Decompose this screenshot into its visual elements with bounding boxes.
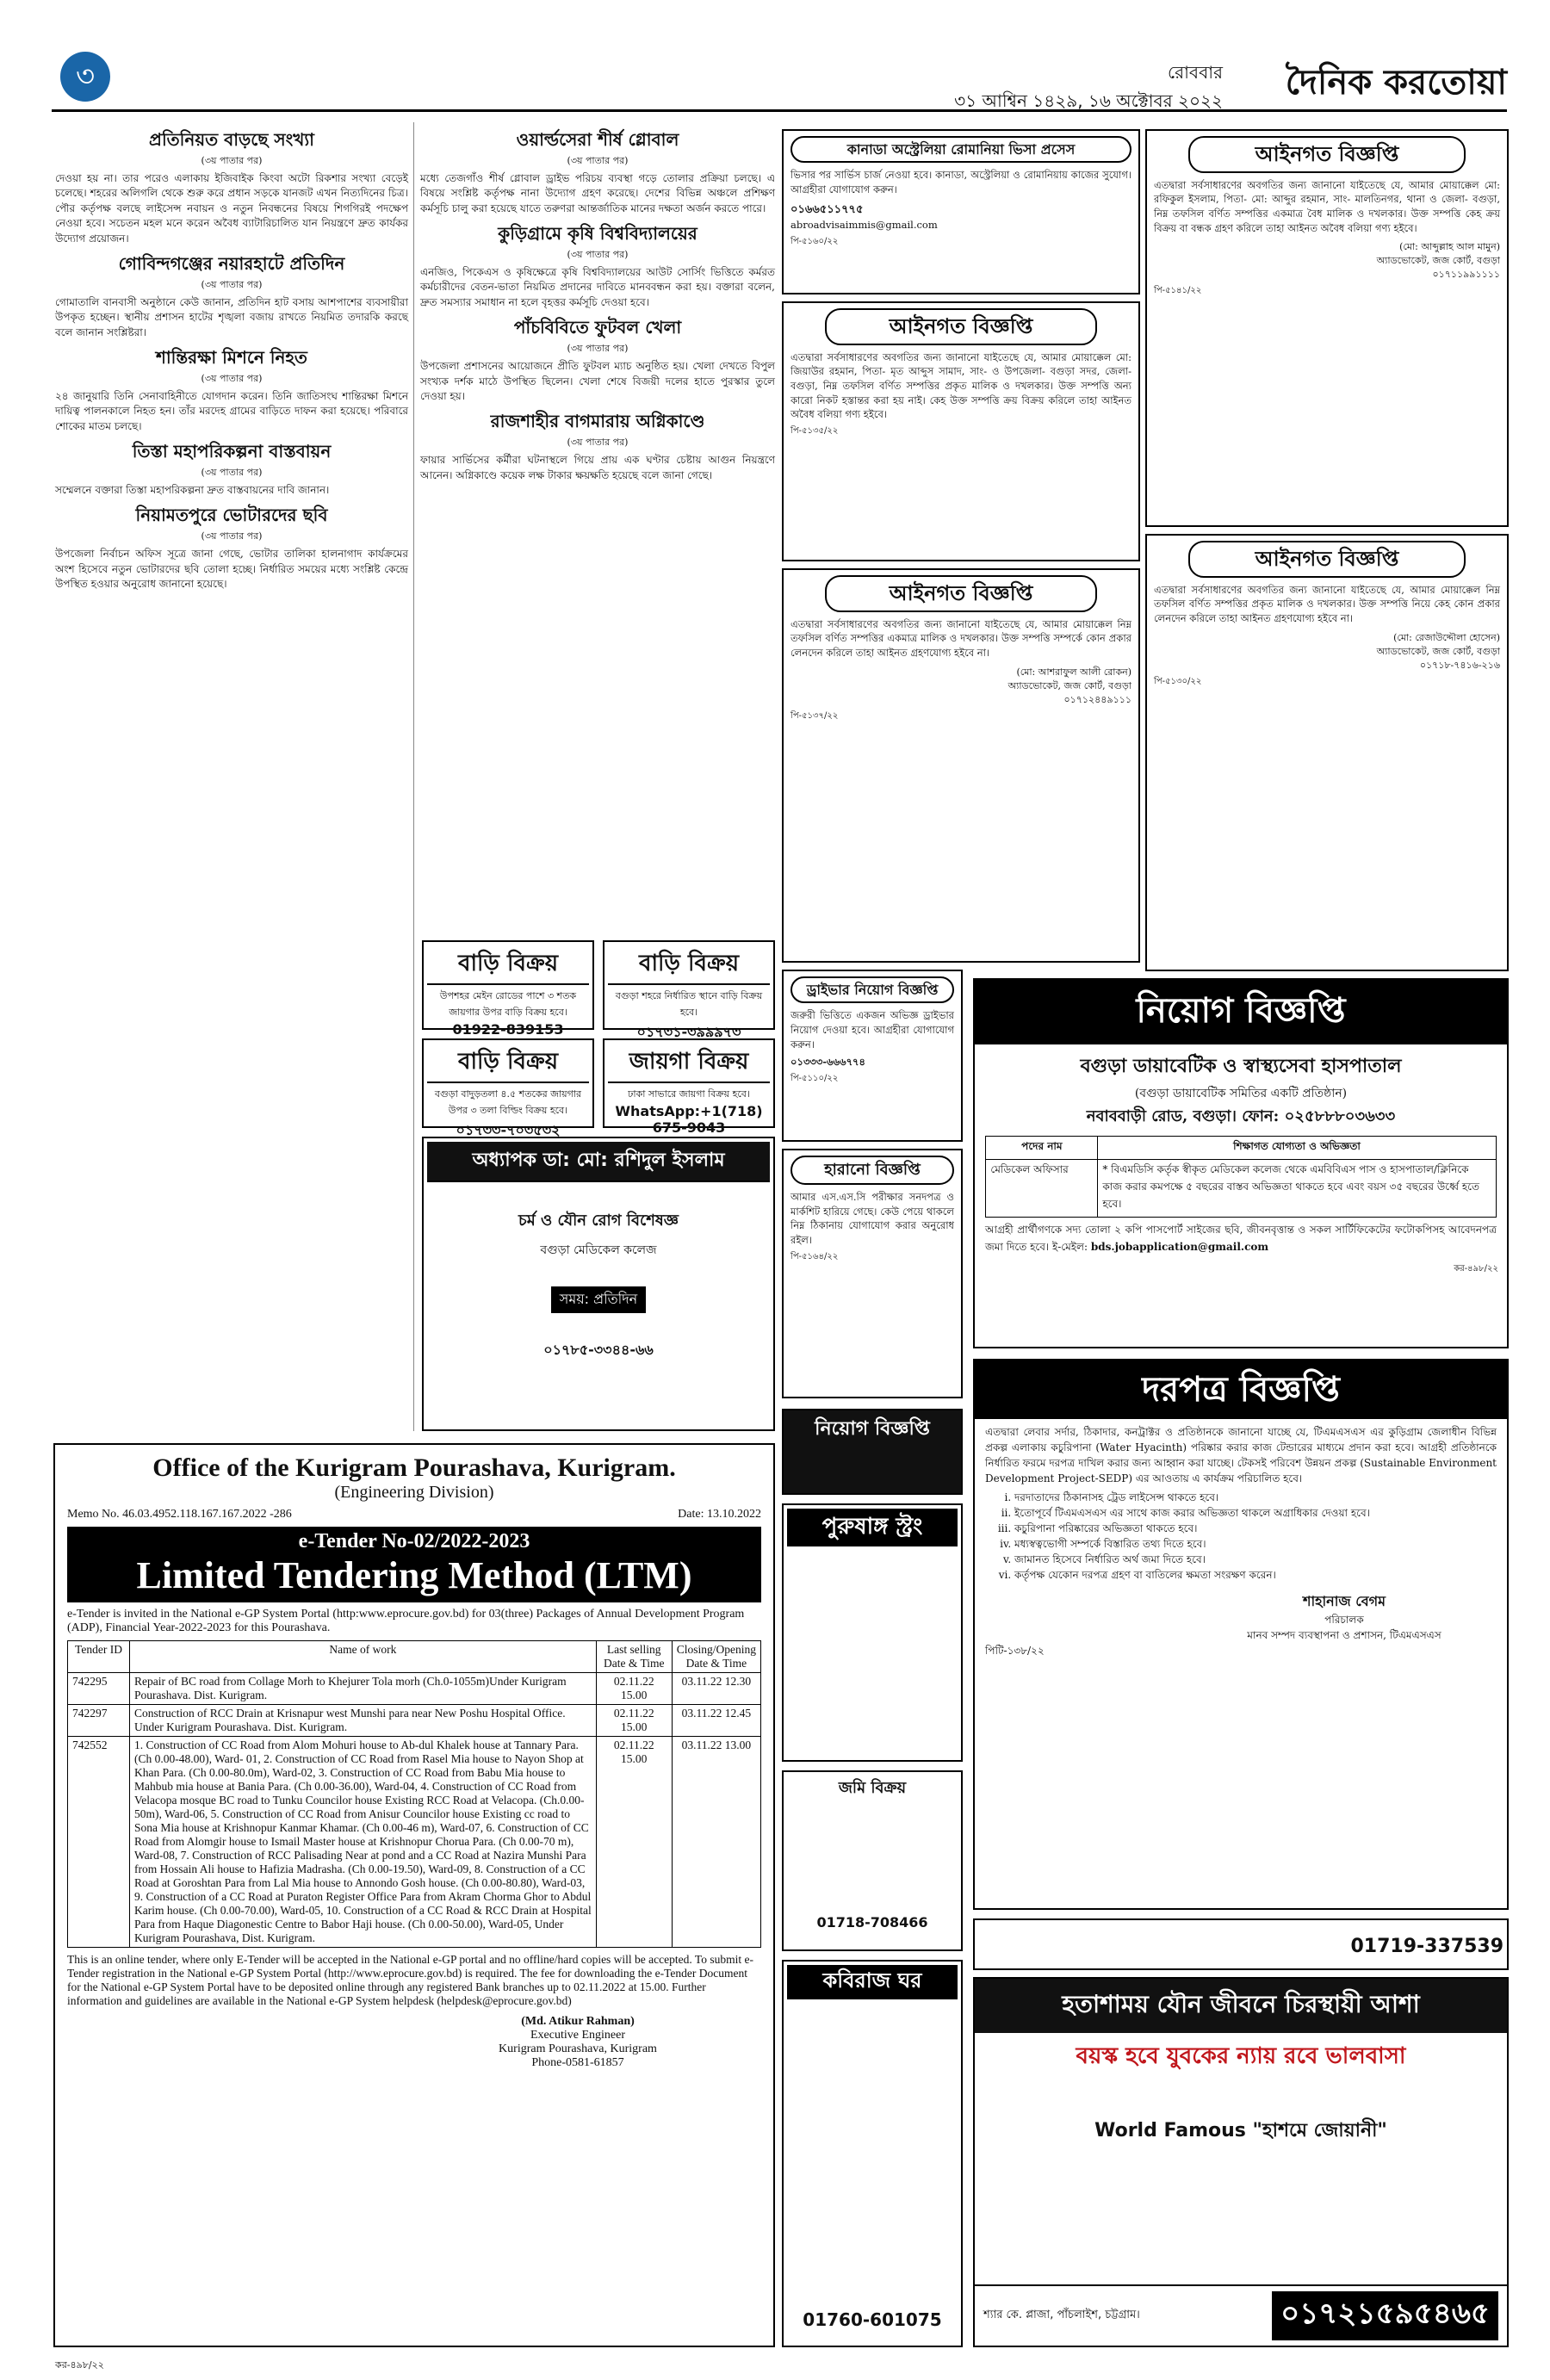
- article-title: গোবিন্দগঞ্জের নয়ারহাটে প্রতিদিন: [118, 252, 345, 274]
- work-name: 1. Construction of CC Road from Alom Mohuri house to Ab-dul Khalek house at Tannary Para. (Ch 0.00-48.00), Ward- 01, 2. Construction of CC Road from Rasel Mia house to Nayon Shop at Khan Para. (Ch 0.00-80.0m), Ward-02, 3. Construction of CC Road from Babu Mia house to Mahbub mia house at Bania Para. (Ch 0.00-36.00), Ward-04, 4. Construction of CC Road from Velacopa mosque BC road to Tunku Councilor house Existing RCC Road at Velacopa. (Ch.0.00-50m), Ward-06, 5. Construction of CC Road from Anisur Councilor house Existing cc road to Sona Mia house at Krishnopur Kanmar Khamar. (Ch 0.00-46 m), Ward-07, 6. Construction of CC Road from Alomgir house to Ismail Master house at Krishnopur Chorua Para. (Ch 0.00-70 m), Ward-08, 7. Construction of RCC Palisading Near at pond and a CC Road at Nazira Munshi Para from Hossain Ali house to Hafizia Madrasha. (Ch 0.00-19.50), Ward-09, 8. Construction of a CC Road at Goroshtan Para from Lal Mia house to Annondo Gosh house. (Ch 0.00-80.80), Ward-03, 9. Construction of a CC Road at Puraton Register Office Para from Akram Chorma Ghor to Abdul Karim house. (Ch 0.00-70.00), Ward-05, 10. Construction of a CC Road & RCC Drain at Hospital Para from Haque Diagonestic Centre to Babor Haji house. (Ch 0.00-50.00), Ward-05, Under Kurigram Pourashava, Dist. Kurigram.: [130, 1737, 597, 1948]
- ad-phone: ০১৩৩৩-৬৬৬৭৭৪: [790, 1056, 865, 1069]
- last-selling: 02.11.22 15.00: [596, 1673, 672, 1705]
- tender-division: (Engineering Division): [334, 1483, 494, 1502]
- medical-ad: [973, 1918, 1509, 1970]
- article-continuation: (৩য় পাতার পর): [567, 437, 629, 449]
- article-continuation: (৩য় পাতার পর): [201, 278, 263, 290]
- memo-number: Memo No. 46.03.4952.118.167.167.2022 -286: [67, 1508, 292, 1521]
- tender-ref: কর-৪৯৮/২২: [55, 2359, 104, 2371]
- tender-number: e-Tender No-02/2022-2023: [67, 1527, 761, 1553]
- memo-date: Date: 13.10.2022: [678, 1508, 761, 1521]
- notice-ref: পি-৫১৩০/২২: [1154, 676, 1202, 686]
- list-item: iv. মধ্যস্বত্বভোগী সম্পর্কে বিস্তারিত তথ্য দিতে হবে।: [1014, 1536, 1497, 1552]
- article-continuation: (৩য় পাতার পর): [201, 155, 263, 166]
- article-title: পাঁচবিবিতে ফুটবল খেলা: [513, 317, 682, 338]
- doctor-name: অধ্যাপক ডা: মো: রশিদুল ইসলাম: [427, 1142, 770, 1182]
- ad-text: ঢাকা সাভারে জায়গা বিক্রয় হবে।: [628, 1088, 750, 1100]
- ad-phone: ০১৭২১৫৯৫৪৬৫: [1272, 2291, 1498, 2340]
- ad-title: কানাডা অস্ট্রেলিয়া রোমানিয়া ভিসা প্রসেস: [790, 136, 1132, 163]
- news-column-1: [55, 122, 408, 1069]
- lost-notice: [782, 1149, 963, 1398]
- hospital-address: নবাববাড়ী রোড, বগুড়া। ফোন: ০২৫৮৮৮০৩৬৩৩: [1086, 1107, 1396, 1125]
- ad-text: বগুড়া বাদুড়তলা ৪.৫ শতকের জায়গার উপর ৩ তলা বিল্ডিং বিক্রয় হবে।: [434, 1088, 582, 1116]
- article-body: সম্মেলনে বক্তারা তিস্তা মহাপরিকল্পনা দ্রুত বাস্তবায়নের দাবি জানান।: [55, 484, 330, 497]
- lawyer-name: (মো: আব্দুল্লাহ আল মামুন): [1399, 241, 1500, 253]
- table-header-row: [68, 1641, 761, 1673]
- doctor-ad: [422, 1137, 775, 1431]
- lawyer-name: (মো: রেজাউদ্দৌলা হোসেন): [1393, 631, 1500, 643]
- lawyer-title: অ্যাডভোকেট, জজ কোর্ট, বগুড়া: [1008, 679, 1132, 691]
- tender-id: 742297: [68, 1705, 130, 1737]
- article-continuation: (৩য় পাতার পর): [201, 467, 263, 479]
- land-sale-ad: [603, 1038, 775, 1136]
- closing-opening: 03.11.22 12.45: [672, 1705, 760, 1737]
- ad-phone: ০১৭৩৩-৭০৩৫৩২: [456, 1122, 561, 1138]
- article-body: মধ্যে তেজগাঁও শীর্ষ গ্লোবাল ড্রাইভ পরিচয় ব্যবস্থা গড়ে তোলার প্রক্রিয়া চলছে। এ বিষয়ে সংশ্লিষ্ট কর্তৃপক্ষ নানা উদ্যোগ গ্রহণ করেছে। দেশের বিভিন্ন অঞ্চলে প্রশিক্ষণ কর্মসূচি চালু করা হয়েছে যাতে তরুণরা আন্তর্জাতিক মানের দক্ষতা অর্জন করতে পারে।: [420, 171, 775, 214]
- ad-text: উপশহর মেইন রোডের পাশে ৩ শতক জায়গার উপর বাড়ি বিক্রয় হবে।: [439, 990, 577, 1018]
- e-tender-notice: [53, 1443, 775, 2347]
- ad-body: জরুরী ভিত্তিতে একজন অভিজ্ঞ ড্রাইভার নিয়োগ দেওয়া হবে। আগ্রহীরা যোগাযোগ করুন।: [790, 1009, 954, 1051]
- notice-title: দরপত্র বিজ্ঞপ্তি: [975, 1360, 1507, 1419]
- ad-title: ড্রাইভার নিয়োগ বিজ্ঞপ্তি: [790, 976, 954, 1003]
- notice-title: আইনগত বিজ্ঞপ্তি: [825, 575, 1098, 612]
- tender-footer: This is an online tender, where only E-Tender will be accepted in the National e-GP portal and no offline/hard copies will be accepted. To submit e-Tender registration in the National e-GP System Portal (http://www.eprocure.gov.bd) is required. The fee for downloading the e-Tender Document for the National e-GP System Portal have to be deposited online through any registered Bank branches up to 02.11.2022 at 15.00. Further information and guidelines are available in the National e-GP System helpdesk (helpdesk@eprocure.gov.bd): [67, 1953, 753, 2007]
- big-health-ad: [973, 1977, 1509, 2347]
- post-table: [985, 1136, 1496, 1218]
- article-continuation: (৩য় পাতার পর): [201, 373, 263, 384]
- tender-id: 742295: [68, 1673, 130, 1705]
- article-continuation: (৩য় পাতার পর): [567, 249, 629, 261]
- column-header: Tender ID: [68, 1641, 130, 1673]
- article-body: উপজেলা নির্বাচন অফিস সূত্রে জানা গেছে, ভোটার তালিকা হালনাগাদ কার্যক্রমের অংশ হিসেবে নতুন ভোটারদের ছবি তোলা হচ্ছে। নির্ধারিত সময়ের মধ্যে সংশ্লিষ্ট কেন্দ্রে উপস্থিত হওয়ার অনুরোধ জানানো হয়েছে।: [55, 548, 408, 591]
- driver-recruitment-ad: [782, 970, 963, 1142]
- notice-title: আইনগত বিজ্ঞপ্তি: [825, 308, 1098, 345]
- lawyer-phone: ০১৭১৮-৭৪১৬-২১৬: [1419, 659, 1500, 671]
- column-header: Name of work: [130, 1641, 597, 1673]
- article-continuation: (৩য় পাতার পর): [567, 155, 629, 166]
- application-instructions: আগ্রহী প্রার্থীগণকে সদ্য তোলা ২ কপি পাসপোর্ট সাইজের ছবি, জীবনবৃত্তান্ত ও সকল সার্টিফিকেটের ফটোকপিসহ আবেদনপত্র জমা দিতে হবে। ই-মেইল:: [985, 1224, 1497, 1253]
- work-name: Construction of RCC Drain at Krisnapur west Munshi para near New Poshu Hospital Office. Under Kurigram Pourashava. Dist. Kurigram.: [130, 1705, 597, 1737]
- doctor-schedule: সময়: প্রতিদিন: [551, 1286, 646, 1313]
- ad-title: পুরুষাঙ্গ স্ট্রং: [787, 1509, 958, 1546]
- notice-title: হারানো বিজ্ঞপ্তি: [790, 1156, 954, 1185]
- notice-ref: পি-৫১৩৭/২২: [790, 710, 839, 721]
- house-sale-ad: [422, 940, 594, 1038]
- closing-opening: 03.11.22 12.30: [672, 1673, 760, 1705]
- notice-ref: পি-৫১৪১/২২: [1154, 286, 1202, 296]
- legal-notice: [782, 301, 1140, 561]
- lawyer-phone: ০১৭১১৯৯১১১১: [1432, 269, 1500, 281]
- ad-address: শ্যার কে. প্লাজা, পাঁচলাইশ, চট্টগ্রাম।: [983, 2309, 1140, 2321]
- ad-ref: পি-৫১৬০/২২: [790, 237, 839, 247]
- column-header: Closing/Opening Date & Time: [672, 1641, 760, 1673]
- legal-notice: [782, 568, 1140, 963]
- strength-ad: [782, 1503, 963, 1762]
- ad-email: abroadvisaimmis@gmail.com: [790, 219, 938, 232]
- tender-id: 742552: [68, 1737, 130, 1948]
- recruitment-ad-small: [782, 1409, 963, 1495]
- last-selling: 02.11.22 15.00: [596, 1737, 672, 1948]
- list-item: ii. ইতোপূর্বে টিএমএসএস এর সাথে কাজ করার অভিজ্ঞতা থাকলে অগ্রাধিকার দেওয়া হবে।: [1014, 1505, 1497, 1521]
- column-header: পদের নাম: [986, 1137, 1098, 1160]
- legal-notice: [1145, 534, 1509, 971]
- ad-brand: World Famous "হাশমে জোয়ানী": [1094, 2120, 1387, 2141]
- table-row: [68, 1673, 761, 1705]
- ad-phone: 01719-337539: [1350, 1936, 1504, 1957]
- signer-phone: Phone-0581-61857: [531, 2056, 624, 2069]
- article-body: গোমাতালি বানবাসী অনুষ্ঠানে কেউ জানান, প্রতিদিন হাট বসায় আশপাশের ব্যবসায়ীরা উপকৃত হচ্ছেন। স্থানীয় প্রশাসন হাটের শৃঙ্খলা বজায় রাখতে নিয়মিত তদারকি করছে বলে জানান সংশ্লিষ্টরা।: [55, 295, 408, 338]
- ad-title: বাড়ি বিক্রয়: [427, 1044, 589, 1083]
- article-title: কুড়িগ্রামে কৃষি বিশ্ববিদ্যালয়ের: [498, 223, 698, 245]
- notice-ref: পি-৫১৩৫/২২: [790, 426, 839, 437]
- ad-phone: 01718-708466: [816, 1914, 928, 1931]
- hospital-name: বগুড়া ডায়াবেটিক ও স্বাস্থ্যসেবা হাসপাতাল: [1080, 1056, 1402, 1077]
- list-item: v. জামানত হিসেবে নির্ধারিত অর্থ জমা দিতে হবে।: [1014, 1552, 1497, 1567]
- ad-body: ভিসার পর সার্ভিস চার্জ নেওয়া হবে। কানাডা, অস্ট্রেলিয়া ও রোমানিয়ায় কাজের সুযোগ। আগ্রহীরা যোগাযোগ করুন।: [790, 169, 1132, 195]
- list-item: iii. কচুরিপানা পরিষ্কারের অভিজ্ঞতা থাকতে হবে।: [1014, 1521, 1497, 1536]
- tender-notice-tmss: [973, 1359, 1509, 1910]
- issue-date: [954, 60, 1223, 117]
- ad-phone: ০১৭৩১-৩৯৯৯৭৩: [636, 1024, 741, 1040]
- list-item: vi. কর্তৃপক্ষ যেকোন দরপত্র গ্রহণ বা বাতিলের ক্ষমতা সংরক্ষণ করেন।: [1014, 1567, 1497, 1583]
- application-email: bds.jobapplication@gmail.com: [1090, 1241, 1269, 1253]
- notice-title: আইনগত বিজ্ঞপ্তি: [1188, 136, 1466, 173]
- land-sale-ad-small: [782, 1770, 963, 1951]
- notice-body: এতদ্বারা সর্বসাধারণের অবগতির জন্য জানানো যাইতেছে যে, আমার মোয়াক্কেল মো: রফিকুল ইসলাম, পিতা- মো: আব্দুর রহমান, সাং- মালতিনগর, থানা ও জেলা- বগুড়া, নিম্ন তফসিল বর্ণিত সম্পত্তির একমাত্র বৈধ মালিক ও দখলকার। উক্ত সম্পত্তি কেহ ক্রয় বিক্রয় বা বন্ধক গ্রহণ করিলে তাহা আইনত অবৈধ বলিয়া গণ্য হইবে।: [1154, 178, 1500, 234]
- work-name: Repair of BC road from Collage Morh to Khejurer Tola morh (Ch.0-1055m)Under Kurigram Pourashava. Dist. Kurigram.: [130, 1673, 597, 1705]
- last-selling: 02.11.22 15.00: [596, 1705, 672, 1737]
- kobiraj-ad: [782, 1960, 963, 2347]
- news-column-2: [420, 122, 775, 983]
- article-body: ফায়ার সার্ভিসের কর্মীরা ঘটনাস্থলে গিয়ে প্রায় এক ঘণ্টার চেষ্টায় আগুন নিয়ন্ত্রণে আনেন। অগ্নিকাণ্ডে কয়েক লক্ষ টাকার ক্ষয়ক্ষতি হয়েছে বলে জানা গেছে।: [420, 454, 775, 481]
- lawyer-name: (মো: আশরাফুল আলী রোকন): [1016, 666, 1132, 678]
- house-sale-ad: [603, 940, 775, 1040]
- column-header: শিক্ষাগত যোগ্যতা ও অভিজ্ঞতা: [1098, 1137, 1496, 1160]
- list-item: i. দরদাতাদের ঠিকানাসহ ট্রেড লাইসেন্স থাকতে হবে।: [1014, 1490, 1497, 1505]
- table-row: [986, 1160, 1496, 1218]
- signer-office: Kurigram Pourashava, Kurigram: [499, 2042, 657, 2055]
- ad-title: জায়গা বিক্রয়: [608, 1044, 770, 1083]
- signer-name: শাহানাজ বেগম: [1303, 1593, 1386, 1609]
- signer-office: মানব সম্পদ ব্যবস্থাপনা ও প্রশাসন, টিএমএসএস: [1247, 1629, 1442, 1641]
- tender-memo-row: [67, 1508, 761, 1522]
- notice-body: এতদ্বারা সর্বসাধারণের অবগতির জন্য জানানো যাইতেছে যে, আমার মোয়াক্কেল মো: জিয়াউর রহমান, পিতা- মৃত আব্দুস সামাদ, সাং- ও উপজেলা- বগুড়া সদর, জেলা- বগুড়া, নিম্ন তফসিল বর্ণিত সম্পত্তির প্রকৃত মালিক ও দখলকার। উক্ত সম্পত্তি অন্য কারো নিকট হস্তান্তর করা হয় নাই। কেহ উক্ত সম্পত্তি ক্রয় বিক্রয় করিলে তাহা আইনত অবৈধ বলিয়া গণ্য হইবে।: [790, 350, 1132, 421]
- article-continuation: (৩য় পাতার পর): [201, 530, 263, 542]
- tender-table: [67, 1640, 761, 1948]
- ad-title: বাড়ি বিক্রয়: [427, 945, 589, 985]
- lawyer-phone: ০১৭১২৪৪৯১১১: [1063, 693, 1132, 705]
- notice-body: এতদ্বারা সর্বসাধারণের অবগতির জন্য জানানো যাইতেছে যে, আমার মোয়াক্কেল নিম্ন তফসিল বর্ণিত সম্পত্তির প্রকৃত মালিক ও দখলকার। উক্ত সম্পত্তি নিয়ে কেহ কোন প্রকার লেনদেন করিলে তাহা আইনত গ্রহণযোগ্য হইবে না।: [1154, 583, 1500, 625]
- article-body: এনজিও, পিকেএস ও কৃষিক্ষেত্রে কৃষি বিশ্ববিদ্যালয়ের আউট সোর্সিং ভিত্তিতে কর্মরত কর্মচারীদের বেতন-ভাতা নিয়মিত প্রদানের দাবিতে মানববন্ধন করা হয়। বক্তারা বলেন, দ্রুত সমস্যার সমাধান না হলে বৃহত্তর কর্মসূচি দেওয়া হবে।: [420, 266, 775, 308]
- house-sale-ad: [422, 1038, 594, 1138]
- ad-phone: ০১৬৬৫১১৭৭৫: [790, 202, 864, 216]
- ad-subtitle: বয়স্ক হবে যুবকের ন্যায় রবে ভালবাসা: [1076, 2043, 1406, 2069]
- post-name: মেডিকেল অফিসার: [986, 1160, 1098, 1218]
- article-title: নিয়ামতপুরে ভোটারদের ছবি: [135, 505, 328, 526]
- tender-intro: e-Tender is invited in the National e-GP System Portal (http:www.eprocure.gov.bd) for 03(three) Packages of Annual Development Program (ADP), Financial Year-2022-2023 for this Pourashava.: [67, 1608, 745, 1634]
- doctor-affiliation: বগুড়া মেডিকেল কলেজ: [540, 1243, 657, 1257]
- visa-ad: [782, 129, 1140, 294]
- ad-phone: 01760-601075: [803, 2309, 942, 2330]
- table-row: [68, 1705, 761, 1737]
- article-title: প্রতিনিয়ত বাড়ছে সংখ্যা: [149, 129, 314, 150]
- ad-title: হতাশাময় যৌন জীবনে চিরস্থায়ী আশা: [975, 1979, 1507, 2033]
- article-body: ২৪ জানুয়ারি তিনি সেনাবাহিনীতে যোগদান করেন। তিনি জাতিসংঘ শান্তিরক্ষা মিশনে দায়িত্ব পালনকালে নিহত হন। তাঁর মরদেহ গ্রামের বাড়িতে দাফন করা হয়েছে। পরিবারে শোকের মাতম চলছে।: [55, 389, 408, 432]
- page-number-logo: ৩: [60, 52, 110, 102]
- notice-ref: পি-৫১৬৪/২২: [790, 1251, 839, 1261]
- notice-body: এতদ্বারা লেবার সর্দার, ঠিকাদার, কনট্রাক্টর ও প্রতিষ্ঠানকে জানানো যাচ্ছে যে, টিএমএসএস এর কুড়িগ্রাম জেলাধীন বিভিন্ন প্রকল্প এলাকায় কচুরিপানা (Water Hyacinth) পরিষ্কার করার কাজ টেন্ডারের মাধ্যমে প্রদান করা হবে। আগ্রহী প্রতিষ্ঠানকে নির্ধারিত ফরমে দরপত্র দাখিল করার জন্য আহ্বান করা যাচ্ছে। টেকসই পরিবেশ উন্নয়ন প্রকল্প (Sustainable Environment Development Project-SEDP) এর আওতায় এ কার্যক্রম পরিচালিত হবে।: [985, 1426, 1497, 1484]
- notice-body: এতদ্বারা সর্বসাধারণের অবগতির জন্য জানানো যাইতেছে যে, আমার মোয়াক্কেল নিম্ন তফসিল বর্ণিত সম্পত্তির একমাত্র মালিক ও দখলকার। উক্ত সম্পত্তি সম্পর্কে কোন প্রকার লেনদেন করিলে তাহা আইনত গ্রহণযোগ্য হইবে না।: [790, 617, 1132, 660]
- tender-method: Limited Tendering Method (LTM): [67, 1553, 761, 1602]
- article-title: তিস্তা মহাপরিকল্পনা বাস্তবায়ন: [132, 441, 332, 462]
- issue-day: রোববার: [1168, 62, 1223, 83]
- signer-title: Executive Engineer: [530, 2029, 625, 2042]
- article-title: শান্তিরক্ষা মিশনে নিহত: [156, 347, 307, 368]
- signer-name: (Md. Atikur Rahman): [521, 2015, 635, 2028]
- hospital-recruitment-notice: [973, 978, 1509, 1348]
- ad-title: কবিরাজ ঘর: [787, 1965, 958, 1999]
- newspaper-brand: দৈনিক করতোয়া: [1285, 63, 1507, 102]
- article-body: দেওয়া হয় না। তার পরেও এলাকায় ইজিবাইক কিংবা অটো রিকশার সংখ্যা বেড়েই চলেছে। শহরের অলিগলি থেকে শুরু করে প্রধান সড়কে যানজট এখন নিত্যদিনের চিত্র। পৌর কর্তৃপক্ষ বলছে লাইসেন্স নবায়ন ও নতুন নিবন্ধনের বিষয়ে শিগগিরই পদক্ষেপ নেওয়া হবে। সচেতন মহল মনে করেন অবৈধ ব্যাটারিচালিত যান নিয়ন্ত্রণে দ্রুত কার্যকর উদ্যোগ প্রয়োজন।: [55, 171, 408, 245]
- condition-list: [975, 1490, 1507, 1583]
- ad-phone: 01922-839153: [452, 1021, 564, 1038]
- closing-opening: 03.11.22 13.00: [672, 1737, 760, 1948]
- ad-ref: পি-৫১১০/২২: [790, 1073, 839, 1083]
- masthead: [52, 52, 1507, 112]
- table-row: [68, 1737, 761, 1948]
- tender-signature: [394, 2015, 761, 2070]
- hospital-subtitle: (বগুড়া ডায়াবেটিক সমিতির একটি প্রতিষ্ঠান): [1134, 1087, 1348, 1100]
- signer-title: পরিচালক: [1324, 1614, 1364, 1626]
- tender-office: Office of the Kurigram Pourashava, Kurigram.: [152, 1453, 676, 1482]
- notice-ref: পিটি-১৩৮/২২: [985, 1645, 1045, 1657]
- ad-title: জমি বিক্রয়: [838, 1779, 907, 1797]
- article-continuation: (৩য় পাতার পর): [567, 343, 629, 355]
- column-header: Last selling Date & Time: [596, 1641, 672, 1673]
- article-body: উপজেলা প্রশাসনের আয়োজনে প্রীতি ফুটবল ম্যাচ অনুষ্ঠিত হয়। খেলা দেখতে বিপুল সংখ্যক দর্শক মাঠে উপস্থিত ছিলেন। খেলা শেষে বিজয়ী দলের হাতে পুরস্কার তুলে দেওয়া হয়।: [420, 360, 775, 402]
- article-title: রাজশাহীর বাগমারায় অগ্নিকাণ্ডে: [490, 411, 705, 432]
- notice-title: নিয়োগ বিজ্ঞপ্তি: [975, 980, 1507, 1044]
- lawyer-title: অ্যাডভোকেট, জজ কোর্ট, বগুড়া: [1376, 255, 1500, 267]
- article-title: ওয়ার্ল্ডসেরা শীর্ষ গ্লোবাল: [516, 129, 679, 150]
- notice-body: আমার এস.এস.সি পরীক্ষার সনদপত্র ও মার্কশিট হারিয়ে গেছে। কেউ পেয়ে থাকলে নিম্ন ঠিকানায় যোগাযোগ করার অনুরোধ রইল।: [790, 1191, 954, 1247]
- issue-full-date: ৩১ আশ্বিন ১৪২৯, ১৬ অক্টোবর ২০২২: [954, 90, 1223, 111]
- post-qualification: * বিএমডিসি কর্তৃক স্বীকৃত মেডিকেল কলেজ থেকে এমবিবিএস পাস ও হাসপাতাল/ক্লিনিকে কাজ করার কমপক্ষে ৫ বছরের বাস্তব অভিজ্ঞতা থাকতে হবে এবং বয়স ৩৫ বছরের উর্ধ্বে হতে হবে।: [1098, 1160, 1496, 1218]
- ad-text: বগুড়া শহরে নির্ধারিত স্থানে বাড়ি বিক্রয় হবে।: [615, 990, 763, 1018]
- ad-title: বাড়ি বিক্রয়: [608, 945, 770, 985]
- table-header-row: [986, 1137, 1496, 1160]
- doctor-phone: ০১৭৮৫-৩৩৪৪-৬৬: [543, 1342, 654, 1358]
- notice-ref: কর-৪৯৮/২২: [1454, 1264, 1498, 1274]
- notice-title: আইনগত বিজ্ঞপ্তি: [1188, 541, 1466, 578]
- ad-title: নিয়োগ বিজ্ঞপ্তি: [815, 1418, 930, 1440]
- lawyer-title: অ্যাডভোকেট, জজ কোর্ট, বগুড়া: [1376, 645, 1500, 657]
- doctor-specialty: চর্ম ও যৌন রোগ বিশেষজ্ঞ: [518, 1212, 679, 1230]
- legal-notice: [1145, 129, 1509, 527]
- ad-phone: WhatsApp:+1(718) 675-9043: [615, 1103, 763, 1136]
